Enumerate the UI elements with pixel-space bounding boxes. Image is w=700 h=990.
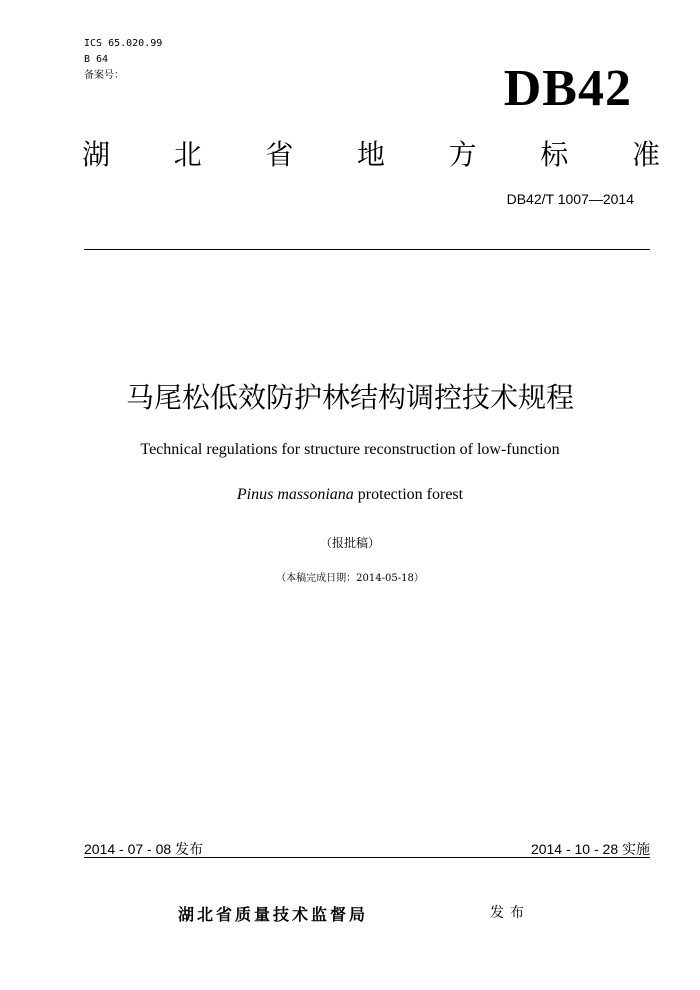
standard-category-char: 湖	[82, 138, 111, 171]
species-name: Pinus massoniana	[236, 486, 354, 503]
standard-category-char: 省	[265, 138, 294, 171]
ccs-code: B 64	[84, 54, 109, 65]
standard-category-char: 地	[356, 138, 385, 171]
document-title-english-line1: Technical regulations for structure reconstruction of low-function	[140, 441, 560, 458]
document-title-chinese: 马尾松低效防护林结构调控技术规程	[125, 381, 574, 414]
header-divider	[84, 249, 650, 250]
document-title-english-line2	[0, 486, 700, 504]
publish-date: 2014 - 07 - 08 发布	[84, 841, 204, 857]
standard-category-char: 北	[173, 138, 202, 171]
footer-divider	[84, 857, 650, 858]
standard-category-char: 标	[540, 138, 569, 171]
record-number-label: 备案号：	[84, 70, 124, 81]
standard-category	[82, 138, 660, 172]
draft-completion-date: （本稿完成日期：2014-05-18）	[276, 573, 424, 584]
db42-logo: DB42	[503, 60, 632, 117]
title-english-rest: protection forest	[353, 486, 464, 503]
draft-label: （报批稿）	[319, 536, 380, 550]
implement-date: 2014 - 10 - 28 实施	[530, 841, 650, 857]
issuing-authority: 湖北省质量技术监督局	[178, 905, 369, 924]
standard-category-char: 方	[448, 138, 477, 171]
ics-code: ICS 65.020.99	[84, 38, 163, 49]
issue-label: 发布	[490, 905, 530, 921]
standard-code: DB42/T 1007—2014	[506, 191, 634, 207]
standard-category-char: 准	[631, 138, 660, 171]
